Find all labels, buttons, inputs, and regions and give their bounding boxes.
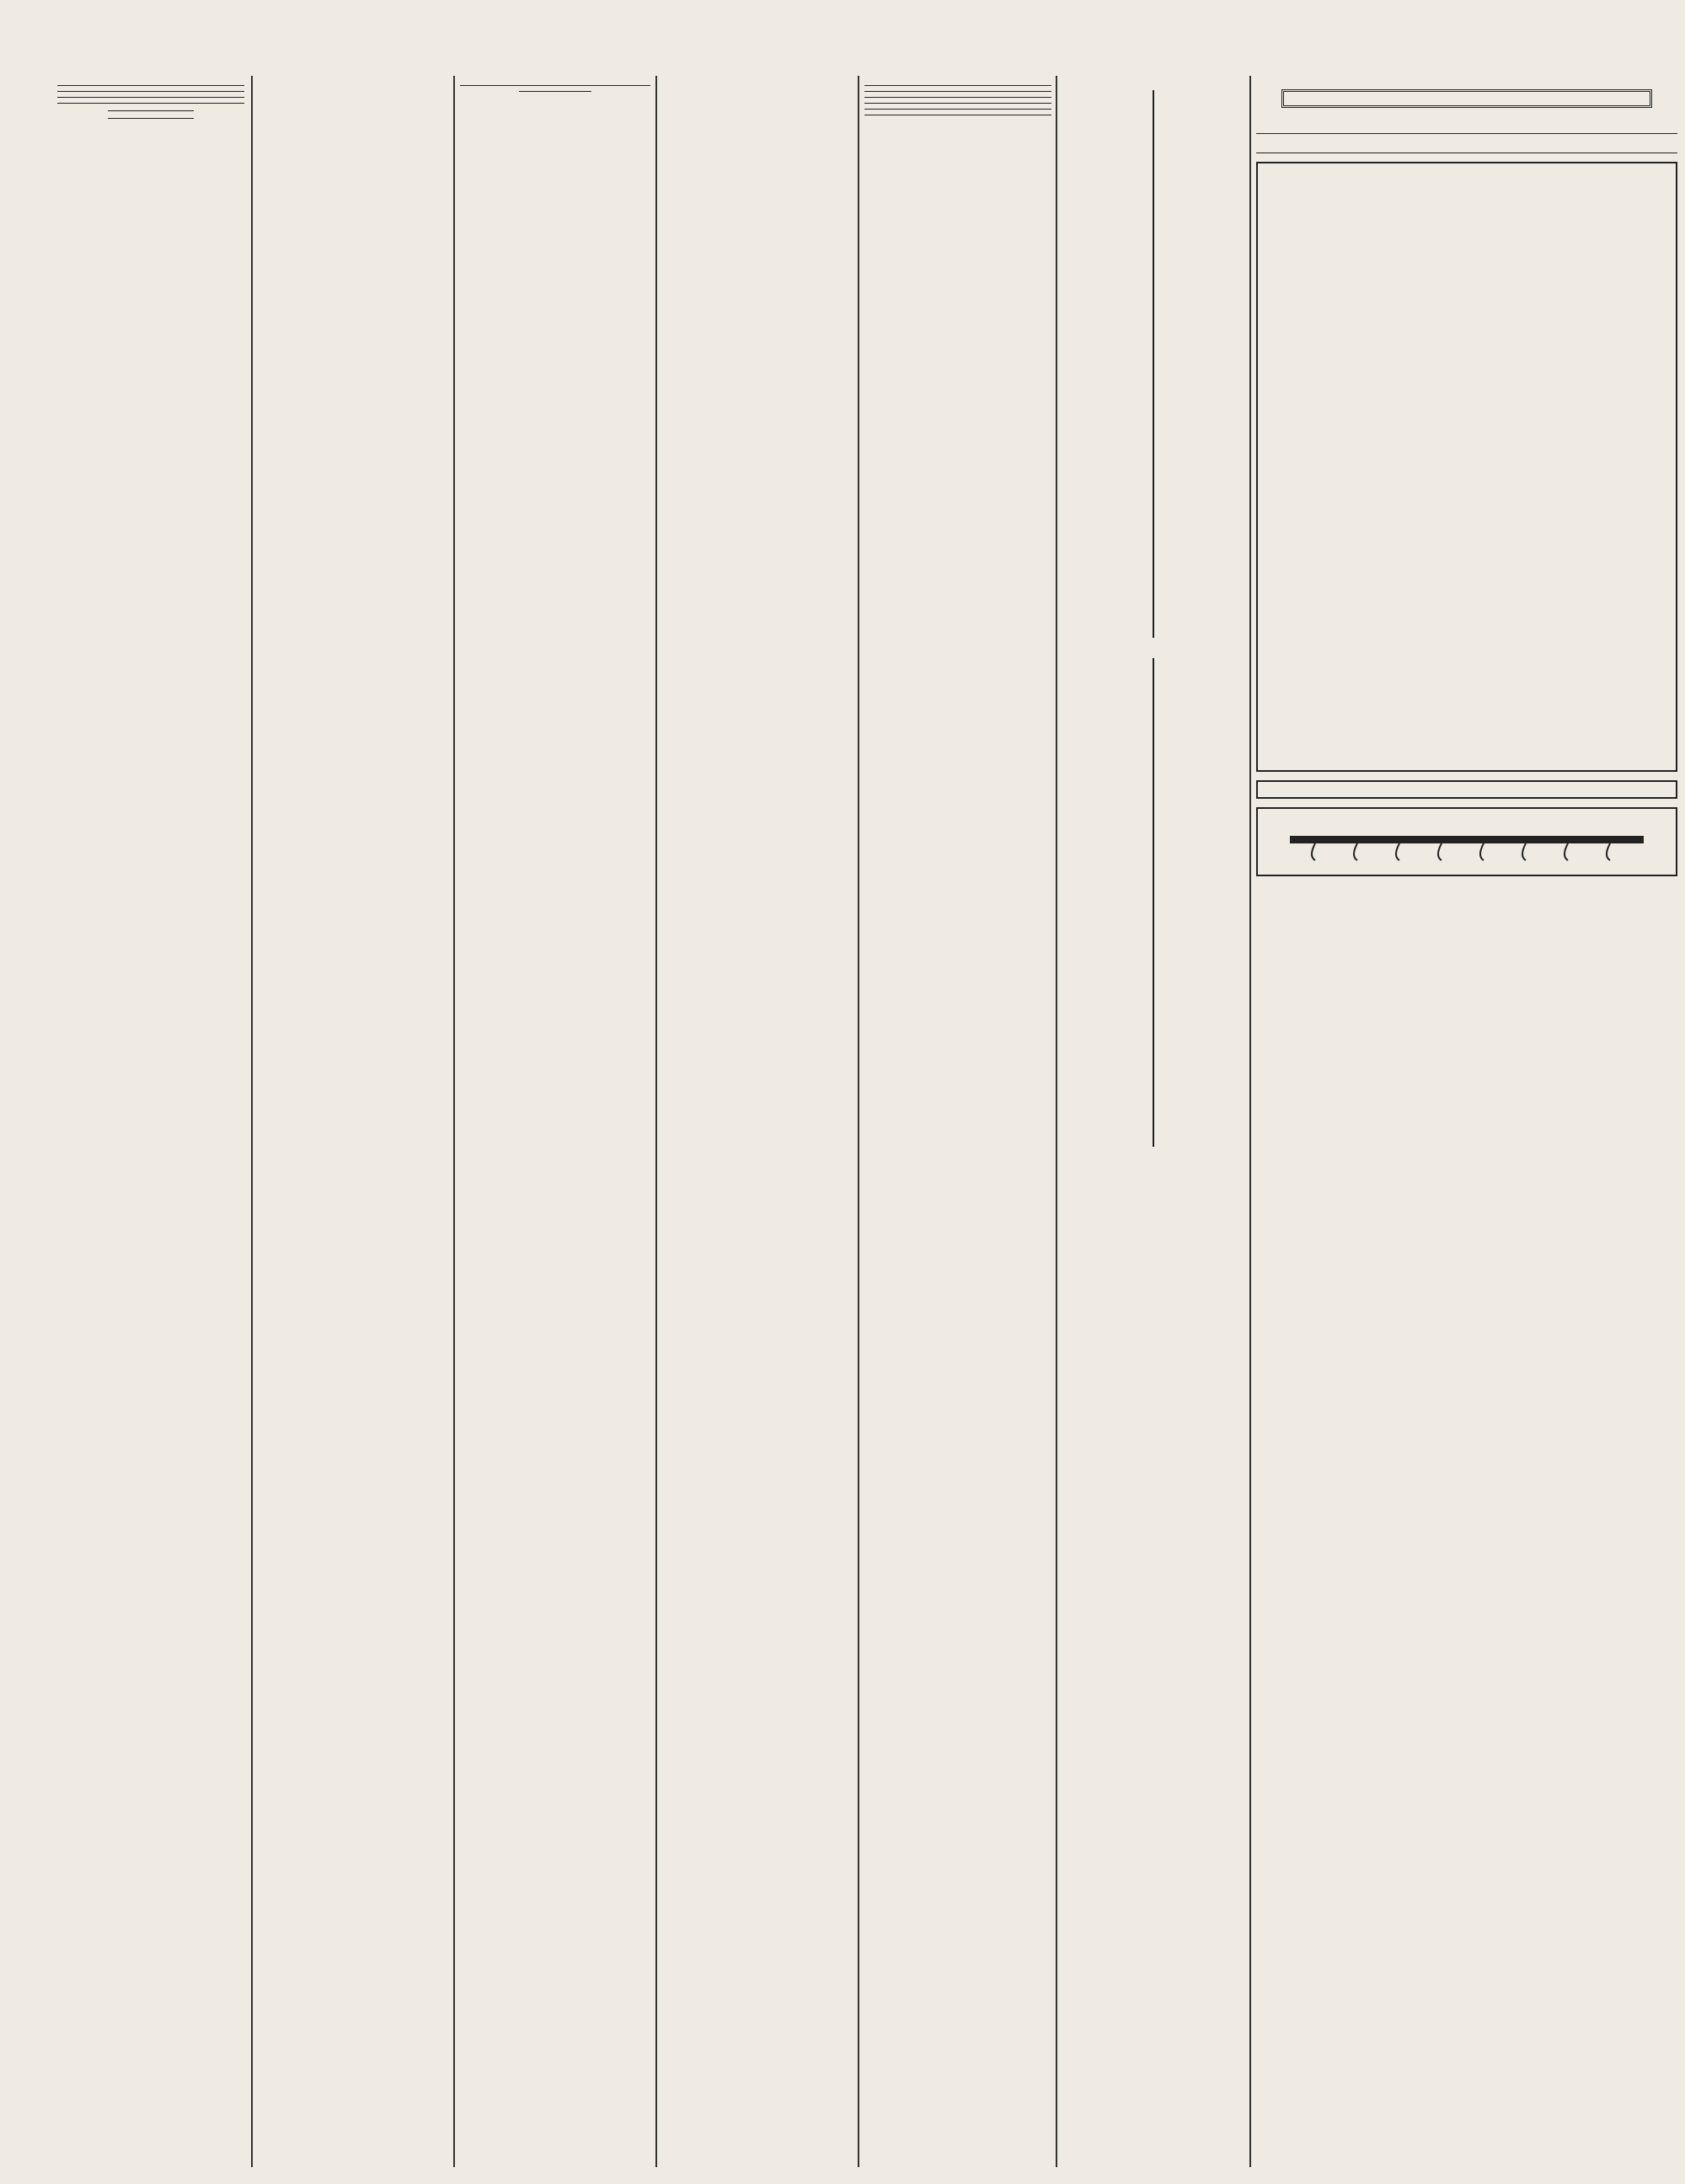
- spring-announcement: [1281, 89, 1652, 108]
- column-2: [258, 80, 448, 2167]
- column-rule: [858, 76, 859, 2167]
- column-7-ads: [1256, 78, 1677, 2167]
- ad-rule: [1153, 90, 1154, 638]
- column-5: [864, 80, 1051, 2167]
- hanger-ad: [1256, 807, 1677, 876]
- column-rule: [453, 76, 455, 2167]
- ad-rule: [1153, 658, 1154, 1147]
- shoes-border-left: [1263, 197, 1285, 736]
- brown-bros-body: [1300, 265, 1634, 307]
- column-rule: [655, 76, 657, 2167]
- column-3: [460, 80, 650, 2167]
- shoes-border-right: [1649, 197, 1671, 736]
- tobacco-hanger-illustration: [1281, 816, 1652, 864]
- column-6-young-priddy: [1062, 80, 1244, 2167]
- column-1: [57, 80, 244, 2167]
- andrews-ad: [1256, 780, 1677, 799]
- dry-goods-copy: [1256, 123, 1677, 128]
- brown-bros-ad: [1256, 162, 1677, 772]
- column-rule: [1056, 76, 1057, 2167]
- furniture-copy: [1256, 142, 1677, 147]
- column-4-tax-sale: [662, 80, 853, 2167]
- column-rule: [251, 76, 253, 2167]
- column-rule: [1249, 76, 1251, 2167]
